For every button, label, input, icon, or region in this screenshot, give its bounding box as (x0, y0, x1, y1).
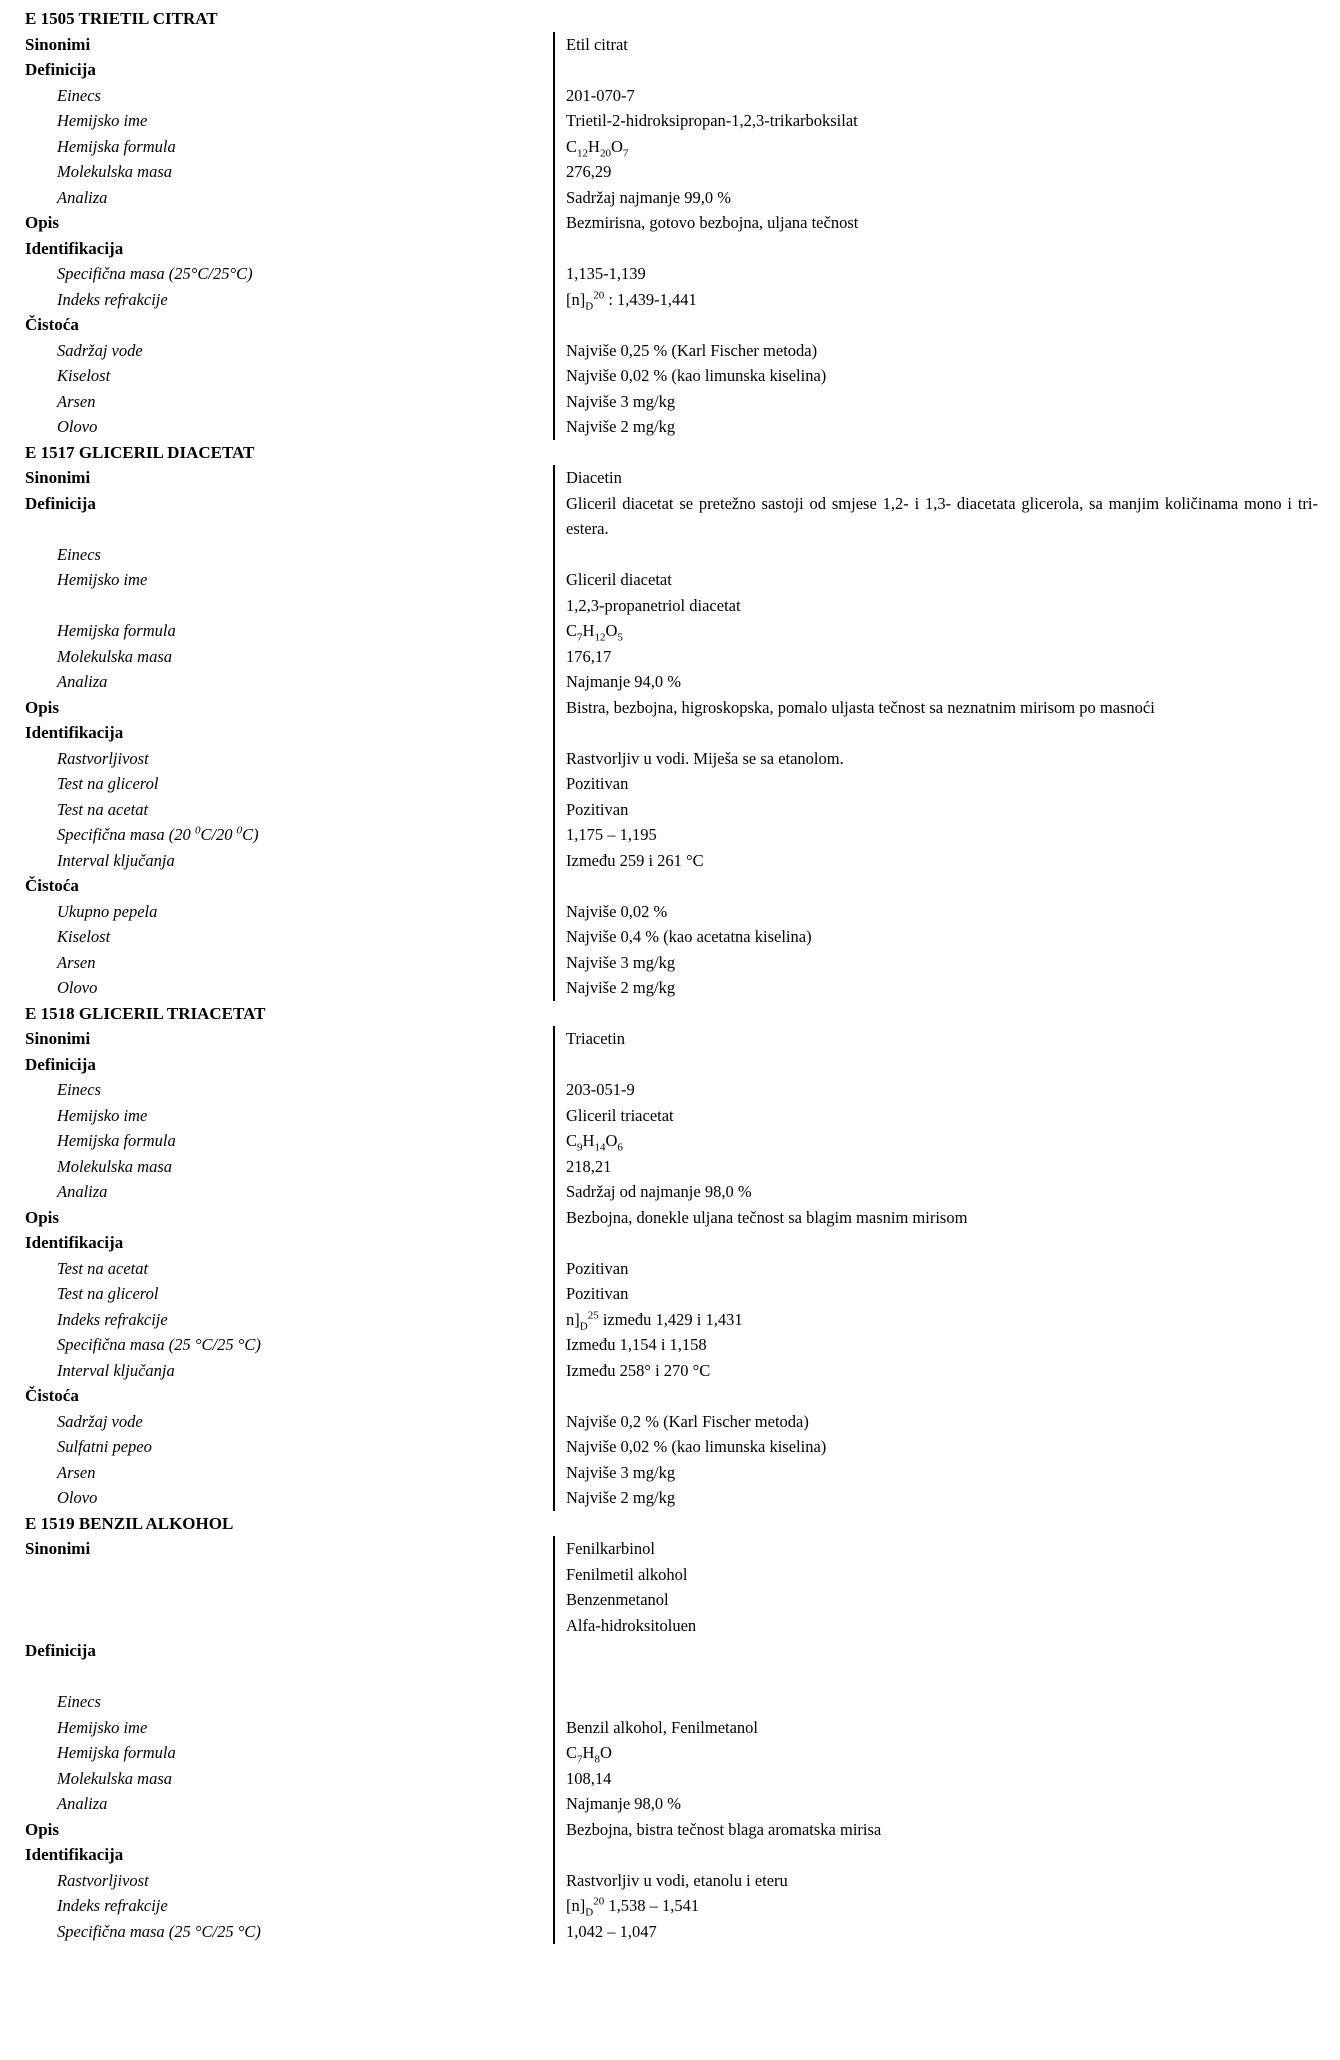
spec-value: Sadržaj najmanje 99,0 % (553, 185, 1320, 211)
spec-value (553, 1052, 1320, 1078)
spec-label: Indeks refrakcije (57, 289, 168, 309)
section-title: E 1517 GLICERIL DIACETAT (25, 442, 255, 462)
spec-value: Fenilkarbinol Fenilmetil alkohol Benzenmetanol Alfa-hidroksitoluen (553, 1536, 1320, 1638)
spec-label: Identifikacija (25, 1233, 124, 1252)
spec-label: Einecs (57, 85, 101, 105)
spec-label: Arsen (57, 1462, 96, 1482)
spec-row (25, 338, 1320, 364)
spec-value: 1,042 – 1,047 (553, 1919, 1320, 1945)
spec-value: Bezbojna, bistra tečnost blaga aromatska mirisa (553, 1817, 1320, 1843)
spec-row (25, 32, 1320, 58)
spec-value: Triacetin (553, 1026, 1320, 1052)
spec-value: Najviše 0,4 % (kao acetatna kiselina) (553, 924, 1320, 950)
spec-label: Hemijska formula (57, 136, 176, 156)
spec-row (25, 567, 1320, 618)
spec-label: Opis (25, 213, 60, 232)
spec-value: $n]_D^{25}$ između 1,429 i 1,431 (553, 1307, 1320, 1333)
spec-value: $[n]_D^{20}$ 1,538 – 1,541 (553, 1893, 1320, 1919)
spec-label: Ukupno pepela (57, 901, 158, 921)
spec-value: Najviše 0,25 % (Karl Fischer metoda) (553, 338, 1320, 364)
spec-label: Specifična masa (25 °C/25 °C) (57, 1335, 261, 1354)
spec-value: Najviše 2 mg/kg (553, 414, 1320, 440)
additive-section (25, 6, 1320, 440)
spec-value: 201-070-7 (553, 83, 1320, 109)
spec-label: Einecs (57, 1692, 101, 1711)
spec-row (25, 1689, 1320, 1715)
spec-row (25, 1077, 1320, 1103)
spec-value: Između 259 i 261 °C (553, 848, 1320, 874)
spec-label: Analiza (57, 672, 108, 691)
spec-label: Test na acetat (57, 1258, 149, 1278)
spec-value (553, 720, 1320, 746)
spec-row (25, 695, 1320, 721)
spec-label: Einecs (57, 544, 101, 564)
spec-label: Sadržaj vode (57, 340, 143, 360)
spec-row (25, 1868, 1320, 1894)
spec-value (553, 57, 1320, 83)
spec-value: Rastvorljiv u vodi. Miješa se sa etanolom. (553, 746, 1320, 772)
spec-row (25, 1052, 1320, 1078)
spec-value: Između 258° i 270 °C (553, 1358, 1320, 1384)
spec-row (25, 1103, 1320, 1129)
spec-value (553, 1842, 1320, 1868)
spec-label: Specifična masa (25°C/25°C) (57, 264, 253, 283)
spec-value: Bezmirisna, gotovo bezbojna, uljana tečnost (553, 210, 1320, 236)
spec-row (25, 1179, 1320, 1205)
spec-value: Etil citrat (553, 32, 1320, 58)
spec-value: 218,21 (553, 1154, 1320, 1180)
spec-row (25, 1205, 1320, 1231)
spec-label: Hemijsko ime (57, 111, 148, 130)
spec-value: Najviše 3 mg/kg (553, 950, 1320, 976)
spec-label: Molekulska masa (57, 162, 173, 181)
spec-value: Diacetin (553, 465, 1320, 491)
spec-row (25, 975, 1320, 1001)
spec-value (553, 873, 1320, 899)
spec-row (25, 312, 1320, 338)
spec-row (25, 1485, 1320, 1511)
spec-row (25, 261, 1320, 287)
spec-row (25, 1026, 1320, 1052)
spec-label: Identifikacija (25, 238, 124, 258)
spec-value: Najviše 0,02 % (553, 899, 1320, 925)
spec-value (553, 236, 1320, 262)
spec-label: Sinonimi (25, 34, 91, 54)
spec-row (25, 1536, 1320, 1638)
section-rows (25, 1536, 1320, 1944)
spec-value: Najmanje 98,0 % (553, 1791, 1320, 1817)
spec-value: Najviše 0,02 % (kao limunska kiselina) (553, 1434, 1320, 1460)
spec-value: Gliceril triacetat (553, 1103, 1320, 1129)
spec-label: Arsen (57, 391, 96, 411)
spec-row (25, 1230, 1320, 1256)
spec-row (25, 899, 1320, 925)
spec-value: 1,175 – 1,195 (553, 822, 1320, 848)
section-title: E 1518 GLICERIL TRIACETAT (25, 1003, 266, 1023)
spec-value: Bezbojna, donekle uljana tečnost sa blagim masnim mirisom (553, 1205, 1320, 1231)
spec-row (25, 1460, 1320, 1486)
additive-section (25, 440, 1320, 1001)
spec-label: Identifikacija (25, 1845, 124, 1864)
spec-row (25, 644, 1320, 670)
spec-row (25, 1434, 1320, 1460)
spec-row (25, 924, 1320, 950)
spec-row (25, 1740, 1320, 1766)
spec-value: $C_7H_{12}O_5$ (553, 618, 1320, 644)
spec-value (553, 542, 1320, 568)
spec-value: Najviše 0,2 % (Karl Fischer metoda) (553, 1409, 1320, 1435)
spec-label: Hemijsko ime (57, 1717, 148, 1737)
spec-label: Sinonimi (25, 1029, 91, 1048)
spec-label: Identifikacija (25, 723, 124, 742)
spec-value: Pozitivan (553, 1256, 1320, 1282)
spec-row (25, 1791, 1320, 1817)
spec-value: $C_{12}H_{20}O_7$ (553, 134, 1320, 160)
spec-value: Najviše 2 mg/kg (553, 975, 1320, 1001)
spec-row (25, 83, 1320, 109)
spec-value: 203-051-9 (553, 1077, 1320, 1103)
spec-label: Hemijsko ime (57, 1105, 148, 1125)
spec-value: Najmanje 94,0 % (553, 669, 1320, 695)
spec-value: Rastvorljiv u vodi, etanolu i eteru (553, 1868, 1320, 1894)
spec-value: Najviše 3 mg/kg (553, 1460, 1320, 1486)
spec-row (25, 185, 1320, 211)
spec-row (25, 797, 1320, 823)
spec-row (25, 1409, 1320, 1435)
spec-value: 276,29 (553, 159, 1320, 185)
spec-label: Hemijska formula (57, 621, 176, 640)
spec-label: Indeks refrakcije (57, 1309, 168, 1329)
spec-label: Opis (25, 1207, 60, 1227)
spec-row (25, 950, 1320, 976)
spec-row (25, 491, 1320, 542)
spec-row (25, 1307, 1320, 1333)
spec-label: Analiza (57, 1182, 108, 1201)
spec-label: Molekulska masa (57, 1156, 173, 1176)
spec-row (25, 108, 1320, 134)
spec-row (25, 134, 1320, 160)
spec-row (25, 1332, 1320, 1358)
spec-label: Definicija (25, 1054, 96, 1074)
spec-row (25, 1766, 1320, 1792)
spec-row (25, 210, 1320, 236)
section-title: E 1505 TRIETIL CITRAT (25, 9, 218, 28)
spec-row (25, 1919, 1320, 1945)
spec-row (25, 1842, 1320, 1868)
spec-row (25, 848, 1320, 874)
spec-label: Interval ključanja (57, 850, 175, 870)
spec-label: Hemijska formula (57, 1131, 176, 1150)
spec-value: Bistra, bezbojna, higroskopska, pomalo uljasta tečnost sa neznatnim mirisom po masnoći (553, 695, 1320, 721)
spec-row (25, 57, 1320, 83)
spec-label: Specifična masa (20 $^0$C/20 $^0$C) (57, 824, 259, 844)
spec-value: Gliceril diacetat se pretežno sastoji od smjese 1,2- i 1,3- diacetata glicerola, sa manjim količinama mono i tri-estera. (553, 491, 1320, 542)
section-rows (25, 465, 1320, 1001)
spec-row (25, 1256, 1320, 1282)
spec-value: Najviše 2 mg/kg (553, 1485, 1320, 1511)
spec-value (553, 1230, 1320, 1256)
spec-label: Sinonimi (25, 1539, 91, 1558)
spec-row (25, 1817, 1320, 1843)
spec-value (553, 1383, 1320, 1409)
spec-value: Gliceril diacetat 1,2,3-propanetriol diacetat (553, 567, 1320, 618)
spec-label: Rastvorljivost (57, 1870, 149, 1890)
spec-label: Analiza (57, 187, 108, 207)
spec-row (25, 771, 1320, 797)
spec-value: Trietil-2-hidroksipropan-1,2,3-trikarboksilat (553, 108, 1320, 134)
spec-row (25, 1715, 1320, 1741)
spec-label: Kiselost (57, 927, 111, 946)
spec-label: Hemijska formula (57, 1743, 176, 1762)
spec-label: Čistoća (25, 876, 79, 895)
spec-value: 1,135-1,139 (553, 261, 1320, 287)
spec-label: Interval ključanja (57, 1360, 175, 1380)
spec-value: 176,17 (553, 644, 1320, 670)
spec-row (25, 822, 1320, 848)
spec-row (25, 746, 1320, 772)
spec-label: Opis (25, 697, 60, 717)
spec-row (25, 1664, 1320, 1690)
section-rows (25, 1026, 1320, 1511)
spec-value: $C_9H_{14}O_6$ (553, 1128, 1320, 1154)
spec-label: Sulfatni pepeo (57, 1437, 152, 1456)
spec-value: Sadržaj od najmanje 98,0 % (553, 1179, 1320, 1205)
spec-label: Olovo (57, 978, 98, 997)
spec-value: Između 1,154 i 1,158 (553, 1332, 1320, 1358)
spec-value: $C_7H_8O$ (553, 1740, 1320, 1766)
spec-row (25, 159, 1320, 185)
spec-label: Definicija (25, 1641, 96, 1660)
spec-label (25, 1664, 553, 1690)
spec-row (25, 542, 1320, 568)
spec-row (25, 1281, 1320, 1307)
spec-value: 108,14 (553, 1766, 1320, 1792)
spec-label: Definicija (25, 60, 96, 79)
spec-label: Sinonimi (25, 468, 91, 487)
spec-label: Hemijsko ime (57, 570, 148, 589)
spec-row (25, 873, 1320, 899)
spec-row (25, 389, 1320, 415)
spec-row (25, 669, 1320, 695)
spec-label: Molekulska masa (57, 1768, 173, 1788)
spec-label: Molekulska masa (57, 646, 173, 666)
spec-label: Indeks refrakcije (57, 1896, 168, 1915)
spec-value: Najviše 3 mg/kg (553, 389, 1320, 415)
section-rows (25, 32, 1320, 440)
spec-label: Čistoća (25, 315, 79, 334)
spec-label: Sadržaj vode (57, 1411, 143, 1431)
spec-label: Specifična masa (25 °C/25 °C) (57, 1921, 261, 1941)
additive-section (25, 1511, 1320, 1945)
spec-value: Pozitivan (553, 1281, 1320, 1307)
spec-row (25, 618, 1320, 644)
spec-value (553, 1689, 1320, 1715)
spec-label: Olovo (57, 1488, 98, 1507)
spec-row (25, 1128, 1320, 1154)
spec-label: Čistoća (25, 1386, 79, 1405)
spec-value (553, 312, 1320, 338)
spec-label: Test na glicerol (57, 1284, 159, 1303)
spec-label: Kiselost (57, 366, 111, 385)
spec-label: Opis (25, 1819, 60, 1839)
spec-label: Einecs (57, 1080, 101, 1099)
spec-row (25, 1358, 1320, 1384)
spec-row (25, 1383, 1320, 1409)
spec-row (25, 720, 1320, 746)
spec-row (25, 287, 1320, 313)
spec-label: Arsen (57, 952, 96, 972)
spec-label: Rastvorljivost (57, 748, 149, 768)
spec-row (25, 363, 1320, 389)
spec-row (25, 1893, 1320, 1919)
spec-row (25, 414, 1320, 440)
spec-value (553, 1664, 1320, 1690)
spec-value (553, 1638, 1320, 1664)
spec-row (25, 1154, 1320, 1180)
spec-label: Test na glicerol (57, 774, 159, 793)
spec-label: Test na acetat (57, 799, 149, 819)
spec-row (25, 465, 1320, 491)
section-title: E 1519 BENZIL ALKOHOL (25, 1513, 234, 1533)
spec-label: Definicija (25, 493, 96, 513)
spec-row (25, 1638, 1320, 1664)
spec-value: Benzil alkohol, Fenilmetanol (553, 1715, 1320, 1741)
spec-value: Pozitivan (553, 797, 1320, 823)
spec-value: Pozitivan (553, 771, 1320, 797)
spec-row (25, 236, 1320, 262)
spec-label: Analiza (57, 1794, 108, 1813)
spec-value: Najviše 0,02 % (kao limunska kiselina) (553, 363, 1320, 389)
spec-label: Olovo (57, 417, 98, 436)
additive-section (25, 1001, 1320, 1511)
spec-value: $[n]_D^{20}$ : 1,439-1,441 (553, 287, 1320, 313)
